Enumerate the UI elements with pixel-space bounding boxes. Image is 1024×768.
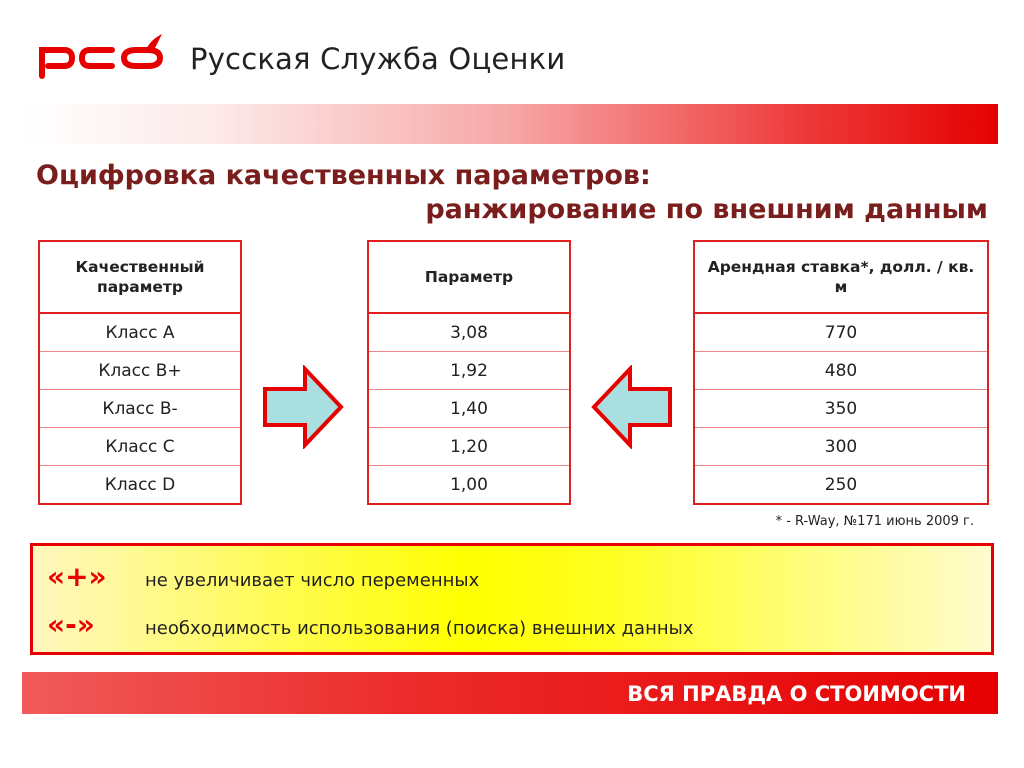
table-cell: 1,00 [450, 474, 488, 495]
table-header: Параметр [369, 242, 569, 314]
table-cell: 1,40 [369, 390, 569, 428]
page-subtitle: ранжирование по внешним данным [425, 194, 988, 225]
footer-slogan: ВСЯ ПРАВДА О СТОИМОСТИ [627, 682, 966, 706]
table-cell: Класс А [40, 314, 240, 352]
table-cell: 3,08 [369, 314, 569, 352]
company-name: Русская Служба Оценки [190, 42, 566, 76]
plus-symbol: «+» [47, 560, 107, 593]
pros-cons-box [30, 543, 994, 655]
header-band [22, 104, 998, 144]
page-title: Оцифровка качественных параметров: [36, 160, 651, 191]
table-cell: Класс С [40, 428, 240, 466]
quality-parameter-table [38, 240, 242, 505]
table-cell: Класс В- [40, 390, 240, 428]
table-cell: 1,20 [369, 428, 569, 466]
rent-rate-table [693, 240, 989, 505]
arrow-right-icon [261, 365, 345, 449]
arrow-left-icon [590, 365, 674, 449]
table-cell: 770 [695, 314, 987, 352]
table-cell: 300 [695, 428, 987, 466]
table-cell: 350 [695, 390, 987, 428]
plus-text: не увеличивает число переменных [145, 570, 480, 591]
table-cell: 250 [824, 474, 858, 495]
table-cell: Класс D [104, 474, 176, 495]
table-header: Арендная ставка*, долл. / кв. м [695, 242, 987, 314]
minus-symbol: «-» [47, 608, 95, 641]
table-cell: 1,92 [369, 352, 569, 390]
parameter-table [367, 240, 571, 505]
minus-text: необходимость использования (поиска) внешних данных [145, 618, 694, 639]
company-logo [38, 32, 168, 82]
table-cell: 480 [695, 352, 987, 390]
table-cell: Класс В+ [40, 352, 240, 390]
footer-band [22, 672, 998, 714]
footnote: * - R-Way, №171 июнь 2009 г. [775, 514, 974, 529]
table-header: Качественный параметр [40, 242, 240, 314]
